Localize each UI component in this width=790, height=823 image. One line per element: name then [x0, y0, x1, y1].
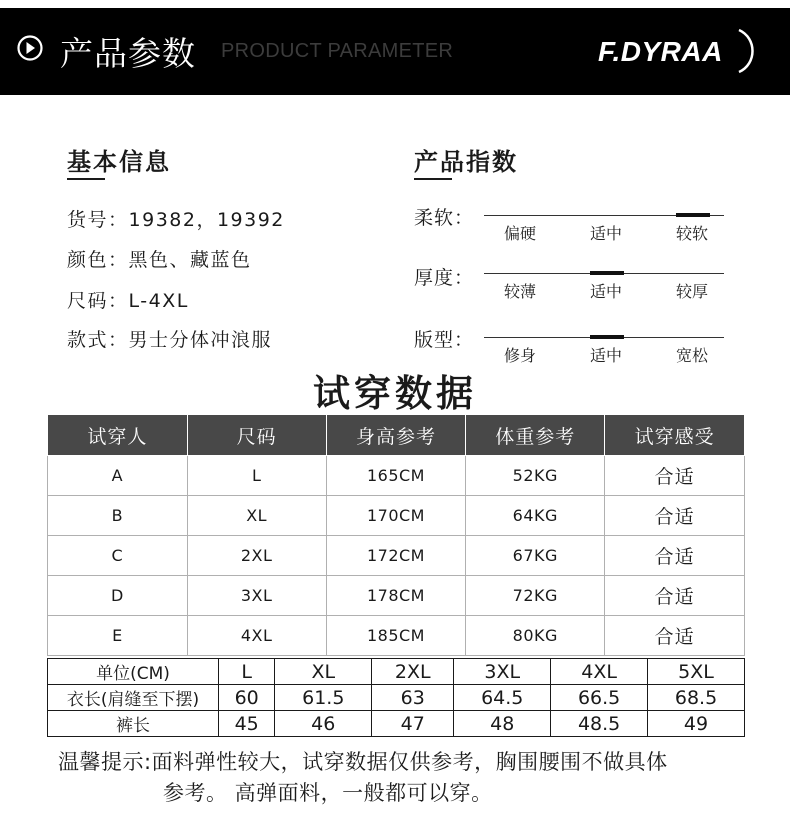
- product-index-underline: [414, 178, 452, 180]
- index-option: 偏硬: [504, 224, 537, 243]
- table-cell: XL: [187, 496, 326, 536]
- info-label: 颜色：: [67, 249, 129, 271]
- table-cell: 合适: [605, 576, 745, 616]
- fit-data-title: 试穿数据: [313, 372, 477, 415]
- table-cell: B: [48, 496, 188, 536]
- index-option: 适中: [590, 224, 623, 243]
- table-cell: 5XL: [648, 659, 745, 685]
- table-cell: 63: [372, 685, 454, 711]
- table-cell: 合适: [605, 496, 745, 536]
- table-cell: 4XL: [551, 659, 648, 685]
- table-row: [48, 576, 745, 616]
- index-option: 较薄: [504, 282, 537, 301]
- index-option: 较厚: [676, 282, 709, 301]
- basic-info-underline: [67, 178, 105, 180]
- table-cell: 2XL: [187, 536, 326, 576]
- play-circle-icon: [16, 34, 44, 62]
- care-note: [58, 747, 748, 809]
- brand-logo: F.DYRAA: [598, 36, 723, 67]
- table-row: [48, 711, 745, 737]
- index-option: 较软: [676, 224, 709, 243]
- info-value: 黑色、藏蓝色: [128, 249, 252, 271]
- table-row: [48, 685, 745, 711]
- table-cell: 3XL: [454, 659, 551, 685]
- table-cell: L: [219, 659, 275, 685]
- index-selected-marker: [590, 335, 624, 339]
- note-line-1: 温馨提示:面料弹性较大，试穿数据仅供参考，胸围腰围不做具体: [58, 750, 668, 774]
- info-value: 19382，19392: [128, 209, 285, 231]
- table-row: [48, 496, 745, 536]
- table-cell: 170CM: [326, 496, 466, 536]
- info-row-size: [67, 286, 189, 313]
- table-cell: 衣长(肩缝至下摆): [48, 685, 219, 711]
- table-cell: 48.5: [551, 711, 648, 737]
- info-label: 尺码：: [67, 290, 129, 312]
- index-option: 适中: [590, 346, 623, 365]
- info-label: 货号：: [67, 209, 129, 231]
- index-option: 修身: [504, 346, 537, 365]
- index-selected-marker: [590, 271, 624, 275]
- page-title: 产品参数: [60, 34, 196, 73]
- info-value: L-4XL: [128, 290, 189, 312]
- table-cell: 185CM: [326, 616, 466, 656]
- index-option: 宽松: [676, 346, 709, 365]
- table-cell: 178CM: [326, 576, 466, 616]
- table-cell: 72KG: [466, 576, 605, 616]
- table-cell: 48: [454, 711, 551, 737]
- table-row: [48, 536, 745, 576]
- column-header: 试穿感受: [605, 415, 745, 456]
- table-cell: 合适: [605, 536, 745, 576]
- table-cell: 80KG: [466, 616, 605, 656]
- table-cell: 合适: [605, 456, 745, 496]
- table-cell: 60: [219, 685, 275, 711]
- basic-info-title: 基本信息: [67, 148, 171, 176]
- table-cell: E: [48, 616, 188, 656]
- index-label: 厚度：: [414, 267, 475, 289]
- table-cell: 52KG: [466, 456, 605, 496]
- table-cell: 61.5: [275, 685, 372, 711]
- table-row: [48, 616, 745, 656]
- table-cell: 2XL: [372, 659, 454, 685]
- info-value: 男士分体冲浪服: [128, 329, 273, 351]
- page-subtitle: PRODUCT PARAMETER: [221, 40, 454, 62]
- info-row-color: [67, 245, 252, 272]
- table-cell: 单位(CM): [48, 659, 219, 685]
- fit-table-header-row: [48, 415, 745, 456]
- table-cell: 3XL: [187, 576, 326, 616]
- table-cell: 合适: [605, 616, 745, 656]
- table-cell: 165CM: [326, 456, 466, 496]
- table-cell: C: [48, 536, 188, 576]
- table-cell: D: [48, 576, 188, 616]
- column-header: 体重参考: [466, 415, 605, 456]
- product-index-title: 产品指数: [414, 148, 518, 176]
- table-cell: XL: [275, 659, 372, 685]
- table-row: [48, 456, 745, 496]
- info-label: 款式：: [67, 329, 129, 351]
- column-header: 试穿人: [48, 415, 188, 456]
- table-cell: 45: [219, 711, 275, 737]
- table-cell: 172CM: [326, 536, 466, 576]
- table-cell: A: [48, 456, 188, 496]
- table-cell: 46: [275, 711, 372, 737]
- table-cell: 67KG: [466, 536, 605, 576]
- table-cell: 68.5: [648, 685, 745, 711]
- index-option: 适中: [590, 282, 623, 301]
- brand-arc-icon: [735, 28, 759, 74]
- info-row-item-no: [67, 205, 285, 232]
- table-cell: 64.5: [454, 685, 551, 711]
- table-cell: 裤长: [48, 711, 219, 737]
- info-row-style: [67, 325, 272, 352]
- table-cell: 66.5: [551, 685, 648, 711]
- column-header: 身高参考: [326, 415, 466, 456]
- index-label: 版型：: [414, 329, 475, 351]
- table-cell: 64KG: [466, 496, 605, 536]
- size-chart-table: [47, 658, 745, 737]
- fit-data-table: [47, 414, 745, 656]
- table-cell: L: [187, 456, 326, 496]
- note-line-2: 参考。 高弹面料，一般都可以穿。: [163, 781, 493, 805]
- column-header: 尺码: [187, 415, 326, 456]
- table-row: [48, 659, 745, 685]
- table-cell: 4XL: [187, 616, 326, 656]
- index-selected-marker: [676, 213, 710, 217]
- table-cell: 49: [648, 711, 745, 737]
- table-cell: 47: [372, 711, 454, 737]
- index-label: 柔软：: [414, 207, 475, 229]
